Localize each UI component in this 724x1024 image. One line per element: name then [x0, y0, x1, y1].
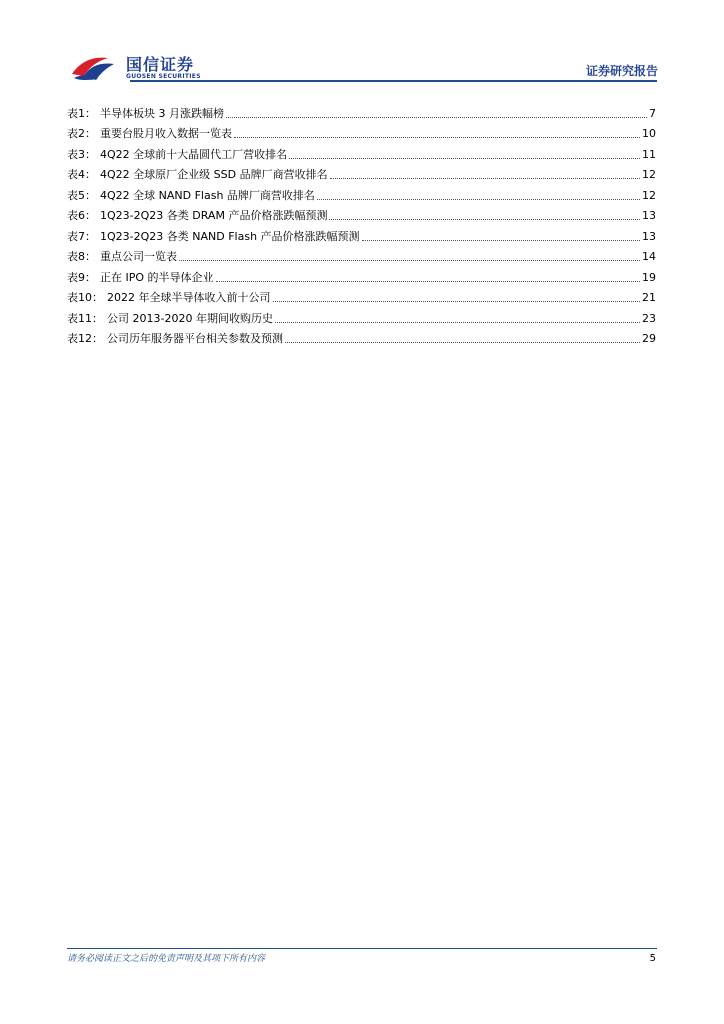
toc-entry-page: 12: [642, 168, 656, 181]
toc-entry-page: 29: [642, 332, 656, 345]
toc-entry-label: 表12：: [67, 332, 103, 345]
toc-entry-label: 表5：: [67, 188, 96, 202]
toc-entry[interactable]: [67, 100, 656, 121]
toc-entry-page: 21: [642, 291, 656, 304]
toc-entry-label: 表9：: [67, 270, 96, 284]
toc-entry-title: 1Q23-2Q23 各类 NAND Flash 产品价格涨跌幅预测: [100, 229, 360, 243]
toc-entry[interactable]: [67, 203, 656, 224]
toc-entry[interactable]: [67, 223, 656, 244]
toc-leader-dots: [234, 137, 640, 138]
footer-divider: [67, 948, 657, 949]
toc-entry-title: 重点公司一览表: [100, 250, 177, 263]
toc-entry[interactable]: [67, 285, 656, 306]
report-type-label: 证券研究报告: [585, 64, 658, 78]
toc-leader-dots: [179, 260, 640, 261]
toc-entry-title: 1Q23-2Q23 各类 DRAM 产品价格涨跌幅预测: [100, 209, 328, 222]
toc-entry-page: 19: [642, 270, 656, 284]
header-divider: [130, 80, 657, 82]
toc-leader-dots: [289, 158, 640, 159]
toc-entry-label: 表11：: [67, 311, 103, 325]
toc-entry-page: 23: [642, 311, 656, 325]
toc-entry[interactable]: [67, 326, 656, 347]
toc-entry-title: 4Q22 全球原厂企业级 SSD 品牌厂商营收排名: [100, 168, 328, 181]
toc-leader-dots: [330, 178, 640, 179]
toc-entry[interactable]: [67, 264, 656, 285]
table-of-tables: [67, 100, 656, 346]
toc-entry-title: 正在 IPO 的半导体企业: [100, 270, 214, 284]
toc-entry-label: 表10：: [67, 291, 103, 304]
toc-entry-page: 12: [642, 188, 656, 202]
toc-leader-dots: [285, 342, 640, 343]
toc-entry[interactable]: [67, 141, 656, 162]
toc-entry-label: 表7：: [67, 229, 96, 243]
toc-entry-label: 表8：: [67, 250, 96, 263]
toc-leader-dots: [362, 240, 640, 241]
toc-leader-dots: [275, 322, 640, 323]
toc-entry-title: 公司历年服务器平台相关参数及预测: [107, 332, 283, 345]
toc-leader-dots: [317, 199, 640, 200]
toc-entry-label: 表6：: [67, 209, 96, 222]
toc-entry-title: 2022 年全球半导体收入前十公司: [107, 291, 271, 304]
toc-leader-dots: [226, 117, 647, 118]
toc-entry-page: 13: [642, 229, 656, 243]
toc-entry-page: 11: [642, 147, 656, 161]
toc-leader-dots: [216, 281, 640, 282]
toc-entry-label: 表1：: [67, 106, 96, 120]
toc-entry[interactable]: [67, 182, 656, 203]
logo-chinese-name: 国信证券: [126, 55, 195, 74]
toc-entry-title: 4Q22 全球 NAND Flash 品牌厂商营收排名: [100, 188, 315, 202]
toc-entry-page: 13: [642, 209, 656, 222]
logo-english-name: GUOSEN SECURITIES: [126, 73, 201, 80]
toc-entry-page: 14: [642, 250, 656, 263]
toc-entry[interactable]: [67, 121, 656, 142]
toc-entry-title: 半导体板块 3 月涨跌幅榜: [100, 106, 224, 120]
toc-entry-label: 表4：: [67, 168, 96, 181]
toc-entry-page: 7: [649, 106, 656, 120]
footer-disclaimer: 请务必阅读正文之后的免责声明及其项下所有内容: [67, 954, 266, 964]
toc-entry-label: 表2：: [67, 127, 96, 140]
toc-entry-page: 10: [642, 127, 656, 140]
toc-leader-dots: [273, 301, 641, 302]
guosen-logo: [68, 50, 208, 84]
toc-entry-label: 表3：: [67, 147, 96, 161]
toc-leader-dots: [329, 219, 640, 220]
toc-entry[interactable]: [67, 162, 656, 183]
page-number: 5: [649, 953, 656, 964]
toc-entry[interactable]: [67, 305, 656, 326]
toc-entry-title: 公司 2013-2020 年期间收购历史: [107, 311, 273, 325]
toc-entry[interactable]: [67, 244, 656, 265]
toc-entry-title: 重要台股月收入数据一览表: [100, 127, 232, 140]
guosen-logo-icon: [70, 52, 116, 82]
toc-entry-title: 4Q22 全球前十大晶圆代工厂营收排名: [100, 147, 288, 161]
